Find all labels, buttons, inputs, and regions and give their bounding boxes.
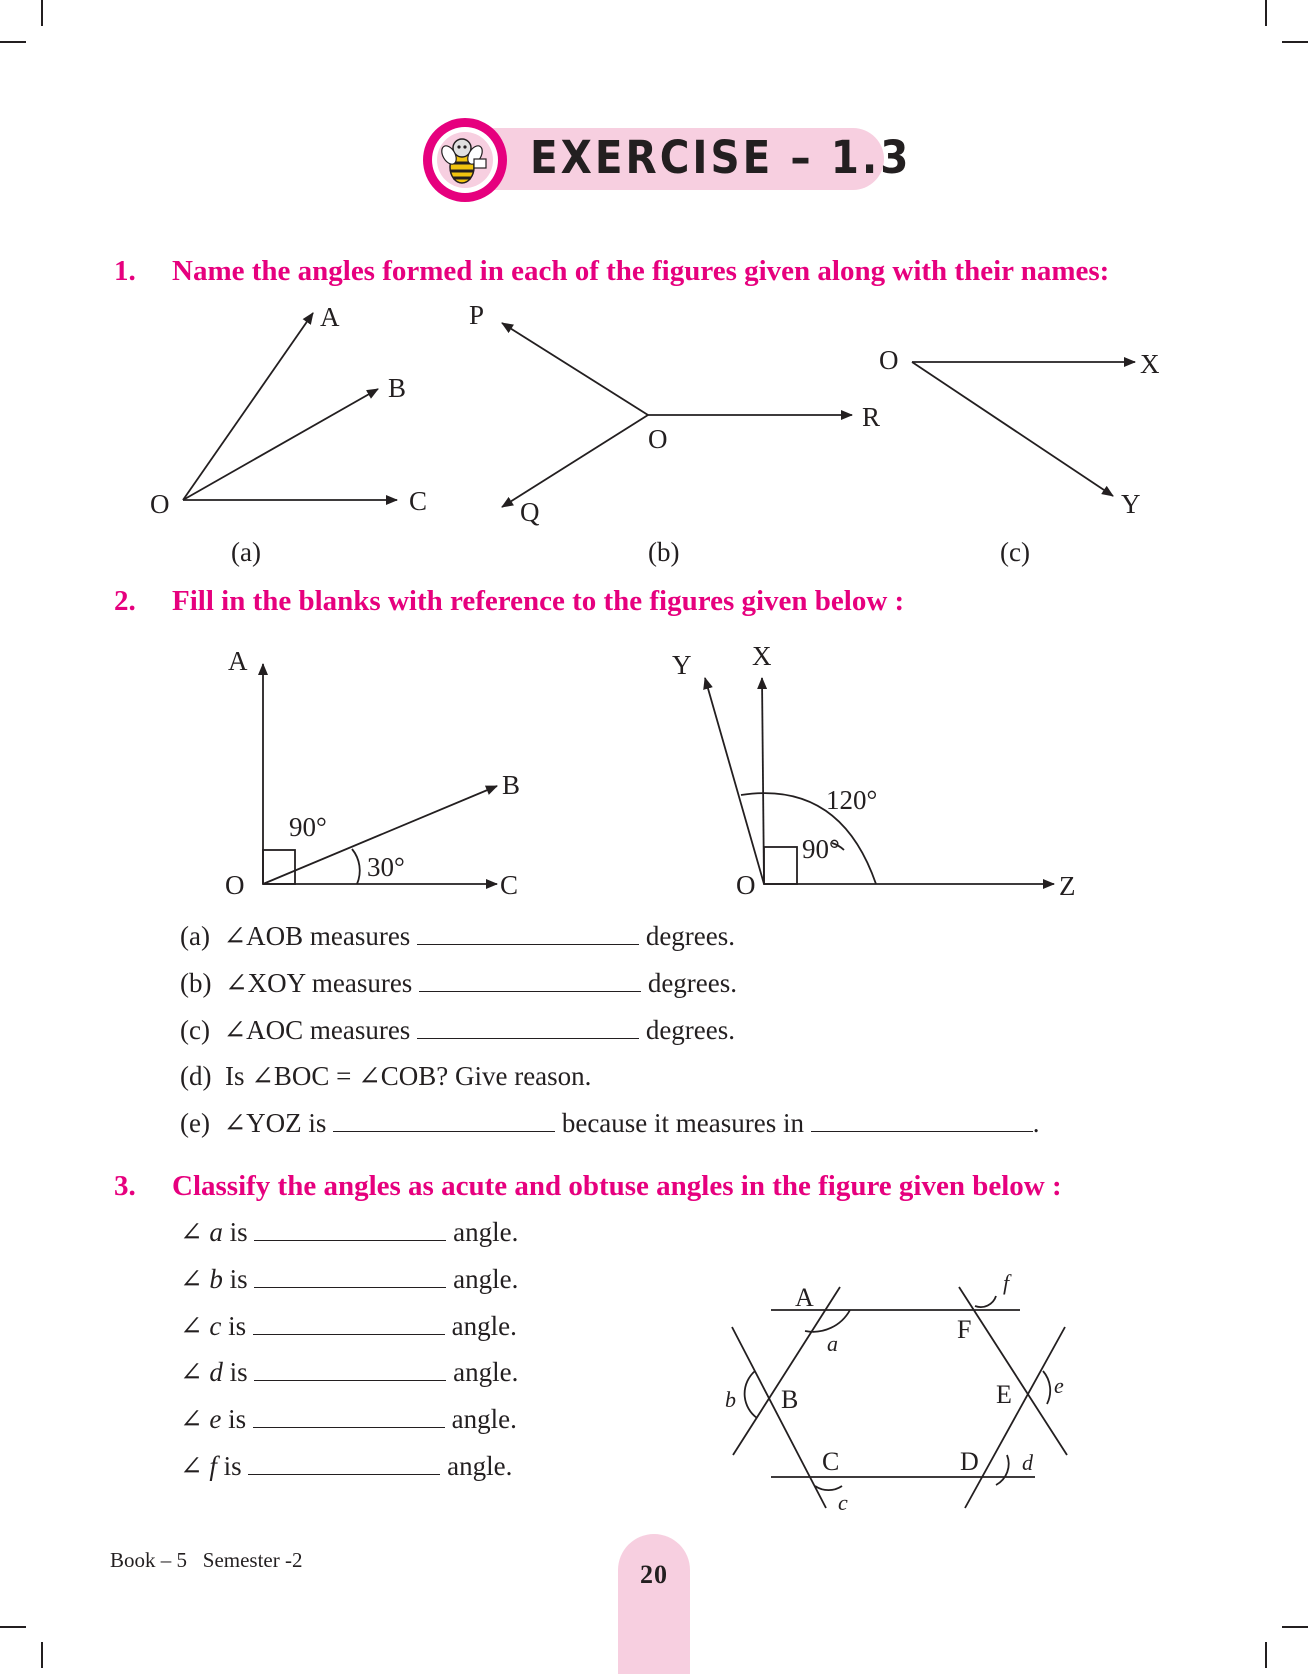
arc-f — [975, 1296, 996, 1307]
question-2-number: 2. — [114, 585, 136, 617]
classify-row-a: ∠ a is angle. — [180, 1217, 519, 1247]
label-c: C — [500, 870, 519, 900]
classify-row-d: ∠ d is angle. — [180, 1357, 519, 1387]
fill-item-c: (c) ∠AOC measures degrees. — [180, 1015, 736, 1045]
angle-label-b: b — [725, 1387, 736, 1412]
label-x: X — [752, 641, 772, 671]
label-r: R — [862, 402, 881, 432]
figure-caption-a: (a) — [231, 537, 261, 567]
question-1-text: Name the angles formed in each of the figures given along with their names: — [172, 255, 1110, 287]
page-number: 20 — [640, 1560, 668, 1589]
line-ab — [733, 1287, 840, 1455]
classify-row-e: ∠ e is angle. — [180, 1404, 517, 1434]
fill-item-b: (b) ∠XOY measures degrees. — [180, 968, 738, 998]
figure-caption-b: (b) — [648, 537, 680, 567]
angle-label-90: 90° — [802, 834, 840, 864]
question-3-text: Classify the angles as acute and obtuse angles in the figure given below : — [172, 1170, 1062, 1202]
label-o: O — [225, 870, 245, 900]
hex-label-c: C — [822, 1447, 840, 1476]
classify-row-f: ∠ f is angle. — [180, 1451, 513, 1481]
question-2-text: Fill in the blanks with reference to the figures given below : — [172, 585, 905, 617]
arc-d — [996, 1455, 1009, 1485]
angle-label-d: d — [1022, 1450, 1033, 1475]
question-1-number: 1. — [114, 255, 136, 287]
angle-label-30: 30° — [367, 852, 405, 882]
label-c: C — [409, 486, 428, 516]
label-o: O — [648, 424, 668, 454]
label-a: A — [320, 302, 340, 332]
label-o: O — [150, 489, 170, 519]
hex-label-f: F — [957, 1315, 972, 1344]
hex-label-e: E — [996, 1380, 1012, 1409]
label-z: Z — [1059, 871, 1076, 901]
line-bc — [732, 1327, 826, 1508]
fill-item-a: (a) ∠AOB measures degrees. — [180, 921, 736, 951]
page-title: EXERCISE – 1.3 — [530, 131, 912, 184]
label-q: Q — [520, 497, 540, 527]
label-p: P — [469, 300, 485, 330]
hex-label-b: B — [781, 1385, 799, 1414]
angle-label-120: 120° — [826, 785, 878, 815]
page-number-tab — [618, 1534, 690, 1674]
classify-row-b: ∠ b is angle. — [180, 1264, 519, 1294]
label-o: O — [736, 870, 756, 900]
angle-label-c: c — [838, 1490, 848, 1515]
arc-b — [745, 1371, 757, 1418]
question-3-number: 3. — [114, 1170, 136, 1202]
label-a: A — [228, 646, 248, 676]
angle-label-90: 90° — [289, 812, 327, 842]
line-ed — [965, 1327, 1065, 1508]
label-y: Y — [672, 650, 692, 680]
fill-item-e: (e) ∠YOZ is because it measures in . — [180, 1108, 1040, 1138]
label-x: X — [1140, 349, 1160, 379]
classify-row-c: ∠ c is angle. — [180, 1311, 517, 1341]
label-b: B — [388, 373, 407, 403]
label-y: Y — [1121, 489, 1141, 519]
fill-item-d: (d) Is ∠BOC = ∠COB? Give reason. — [180, 1061, 592, 1091]
figure-caption-c: (c) — [1000, 537, 1030, 567]
arc-a — [805, 1310, 850, 1332]
footer-book: Book – 5 Semester -2 — [110, 1548, 303, 1572]
angle-label-f: f — [1003, 1270, 1010, 1295]
label-o: O — [879, 345, 899, 375]
hex-label-a: A — [795, 1283, 814, 1312]
angle-label-a: a — [827, 1331, 838, 1356]
hex-label-d: D — [960, 1447, 979, 1476]
line-fe — [959, 1287, 1067, 1455]
label-b: B — [502, 770, 521, 800]
angle-label-e: e — [1054, 1373, 1064, 1398]
arc-e — [1043, 1371, 1050, 1404]
